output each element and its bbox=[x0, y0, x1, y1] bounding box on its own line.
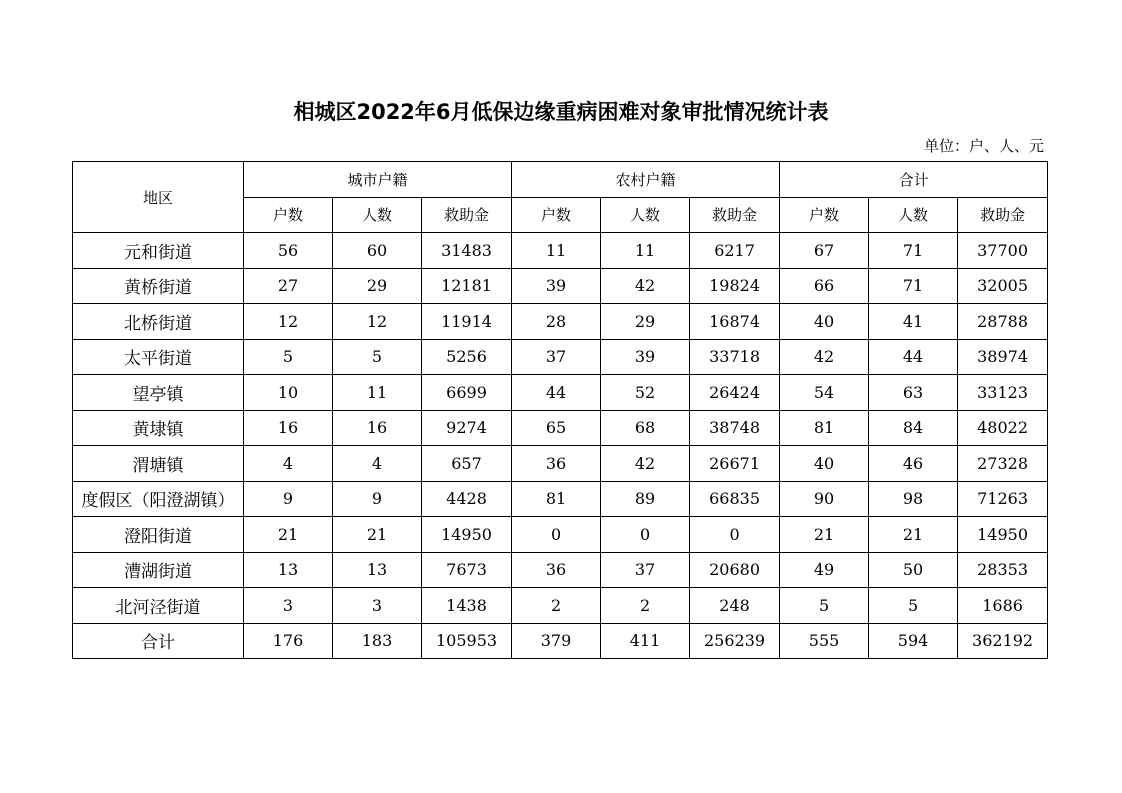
value-cell: 16874 bbox=[690, 304, 780, 340]
value-cell: 2 bbox=[512, 588, 601, 624]
value-cell: 14950 bbox=[422, 517, 512, 553]
header-households: 户数 bbox=[780, 197, 869, 233]
value-cell: 1438 bbox=[422, 588, 512, 624]
value-cell: 5 bbox=[869, 588, 958, 624]
value-cell: 5 bbox=[780, 588, 869, 624]
value-cell: 5256 bbox=[422, 339, 512, 375]
value-cell: 29 bbox=[601, 304, 690, 340]
page-title: 相城区2022年6月低保边缘重病困难对象审批情况统计表 bbox=[293, 100, 829, 124]
value-cell: 52 bbox=[601, 375, 690, 411]
value-cell: 33718 bbox=[690, 339, 780, 375]
value-cell: 0 bbox=[601, 517, 690, 553]
value-cell: 657 bbox=[422, 446, 512, 482]
value-cell: 4 bbox=[333, 446, 422, 482]
statistics-table bbox=[72, 161, 1048, 659]
value-cell: 379 bbox=[512, 623, 601, 659]
value-cell: 10 bbox=[244, 375, 333, 411]
value-cell: 42 bbox=[601, 268, 690, 304]
table-row bbox=[73, 552, 1048, 588]
value-cell: 89 bbox=[601, 481, 690, 517]
value-cell: 33123 bbox=[958, 375, 1048, 411]
value-cell: 28353 bbox=[958, 552, 1048, 588]
value-cell: 81 bbox=[512, 481, 601, 517]
value-cell: 71 bbox=[869, 268, 958, 304]
value-cell: 14950 bbox=[958, 517, 1048, 553]
value-cell: 19824 bbox=[690, 268, 780, 304]
value-cell: 42 bbox=[601, 446, 690, 482]
value-cell: 50 bbox=[869, 552, 958, 588]
header-aid: 救助金 bbox=[422, 197, 512, 233]
value-cell: 68 bbox=[601, 410, 690, 446]
value-cell: 6217 bbox=[690, 233, 780, 269]
value-cell: 105953 bbox=[422, 623, 512, 659]
value-cell: 38748 bbox=[690, 410, 780, 446]
value-cell: 98 bbox=[869, 481, 958, 517]
value-cell: 44 bbox=[869, 339, 958, 375]
unit-label: 单位：户、人、元 bbox=[923, 137, 1044, 155]
value-cell: 0 bbox=[512, 517, 601, 553]
table-row bbox=[73, 268, 1048, 304]
value-cell: 21 bbox=[780, 517, 869, 553]
header-households: 户数 bbox=[244, 197, 333, 233]
table-row bbox=[73, 588, 1048, 624]
value-cell: 176 bbox=[244, 623, 333, 659]
region-cell: 渭塘镇 bbox=[73, 446, 244, 482]
value-cell: 20680 bbox=[690, 552, 780, 588]
value-cell: 54 bbox=[780, 375, 869, 411]
table-row bbox=[73, 304, 1048, 340]
value-cell: 66 bbox=[780, 268, 869, 304]
value-cell: 3 bbox=[333, 588, 422, 624]
table-row bbox=[73, 446, 1048, 482]
region-cell: 元和街道 bbox=[73, 233, 244, 269]
table-row bbox=[73, 375, 1048, 411]
value-cell: 40 bbox=[780, 304, 869, 340]
value-cell: 28788 bbox=[958, 304, 1048, 340]
value-cell: 26424 bbox=[690, 375, 780, 411]
value-cell: 248 bbox=[690, 588, 780, 624]
value-cell: 90 bbox=[780, 481, 869, 517]
table-row bbox=[73, 623, 1048, 659]
header-persons: 人数 bbox=[601, 197, 690, 233]
value-cell: 84 bbox=[869, 410, 958, 446]
table-row bbox=[73, 233, 1048, 269]
table-row bbox=[73, 517, 1048, 553]
value-cell: 28 bbox=[512, 304, 601, 340]
value-cell: 63 bbox=[869, 375, 958, 411]
header-persons: 人数 bbox=[869, 197, 958, 233]
header-aid: 救助金 bbox=[958, 197, 1048, 233]
region-cell: 太平街道 bbox=[73, 339, 244, 375]
region-cell: 合计 bbox=[73, 623, 244, 659]
value-cell: 37700 bbox=[958, 233, 1048, 269]
region-cell: 北河泾街道 bbox=[73, 588, 244, 624]
value-cell: 39 bbox=[512, 268, 601, 304]
value-cell: 7673 bbox=[422, 552, 512, 588]
value-cell: 594 bbox=[869, 623, 958, 659]
header-persons: 人数 bbox=[333, 197, 422, 233]
value-cell: 27328 bbox=[958, 446, 1048, 482]
value-cell: 11 bbox=[512, 233, 601, 269]
value-cell: 41 bbox=[869, 304, 958, 340]
value-cell: 56 bbox=[244, 233, 333, 269]
region-cell: 黄桥街道 bbox=[73, 268, 244, 304]
value-cell: 71 bbox=[869, 233, 958, 269]
value-cell: 48022 bbox=[958, 410, 1048, 446]
header-group-rural: 农村户籍 bbox=[512, 162, 780, 198]
value-cell: 71263 bbox=[958, 481, 1048, 517]
value-cell: 411 bbox=[601, 623, 690, 659]
value-cell: 36 bbox=[512, 446, 601, 482]
header-group-urban: 城市户籍 bbox=[244, 162, 512, 198]
region-cell: 黄埭镇 bbox=[73, 410, 244, 446]
value-cell: 37 bbox=[601, 552, 690, 588]
value-cell: 66835 bbox=[690, 481, 780, 517]
value-cell: 4 bbox=[244, 446, 333, 482]
header-aid: 救助金 bbox=[690, 197, 780, 233]
table-row bbox=[73, 339, 1048, 375]
value-cell: 36 bbox=[512, 552, 601, 588]
value-cell: 555 bbox=[780, 623, 869, 659]
value-cell: 12 bbox=[244, 304, 333, 340]
value-cell: 60 bbox=[333, 233, 422, 269]
value-cell: 12181 bbox=[422, 268, 512, 304]
value-cell: 11 bbox=[601, 233, 690, 269]
region-cell: 北桥街道 bbox=[73, 304, 244, 340]
header-region: 地区 bbox=[73, 162, 244, 233]
value-cell: 29 bbox=[333, 268, 422, 304]
value-cell: 256239 bbox=[690, 623, 780, 659]
value-cell: 65 bbox=[512, 410, 601, 446]
value-cell: 4428 bbox=[422, 481, 512, 517]
value-cell: 40 bbox=[780, 446, 869, 482]
region-cell: 澄阳街道 bbox=[73, 517, 244, 553]
value-cell: 32005 bbox=[958, 268, 1048, 304]
value-cell: 183 bbox=[333, 623, 422, 659]
value-cell: 16 bbox=[244, 410, 333, 446]
value-cell: 362192 bbox=[958, 623, 1048, 659]
value-cell: 6699 bbox=[422, 375, 512, 411]
value-cell: 0 bbox=[690, 517, 780, 553]
value-cell: 21 bbox=[869, 517, 958, 553]
header-households: 户数 bbox=[512, 197, 601, 233]
value-cell: 38974 bbox=[958, 339, 1048, 375]
value-cell: 11 bbox=[333, 375, 422, 411]
value-cell: 37 bbox=[512, 339, 601, 375]
value-cell: 2 bbox=[601, 588, 690, 624]
value-cell: 16 bbox=[333, 410, 422, 446]
value-cell: 21 bbox=[333, 517, 422, 553]
value-cell: 9274 bbox=[422, 410, 512, 446]
value-cell: 46 bbox=[869, 446, 958, 482]
table-row bbox=[73, 410, 1048, 446]
header-row-groups bbox=[73, 162, 1048, 198]
table-row bbox=[73, 481, 1048, 517]
value-cell: 44 bbox=[512, 375, 601, 411]
value-cell: 67 bbox=[780, 233, 869, 269]
value-cell: 27 bbox=[244, 268, 333, 304]
value-cell: 81 bbox=[780, 410, 869, 446]
value-cell: 5 bbox=[333, 339, 422, 375]
header-group-total: 合计 bbox=[780, 162, 1048, 198]
value-cell: 9 bbox=[244, 481, 333, 517]
value-cell: 12 bbox=[333, 304, 422, 340]
value-cell: 31483 bbox=[422, 233, 512, 269]
region-cell: 望亭镇 bbox=[73, 375, 244, 411]
value-cell: 49 bbox=[780, 552, 869, 588]
value-cell: 13 bbox=[333, 552, 422, 588]
value-cell: 5 bbox=[244, 339, 333, 375]
region-cell: 漕湖街道 bbox=[73, 552, 244, 588]
value-cell: 9 bbox=[333, 481, 422, 517]
value-cell: 42 bbox=[780, 339, 869, 375]
value-cell: 26671 bbox=[690, 446, 780, 482]
value-cell: 3 bbox=[244, 588, 333, 624]
value-cell: 1686 bbox=[958, 588, 1048, 624]
value-cell: 13 bbox=[244, 552, 333, 588]
value-cell: 21 bbox=[244, 517, 333, 553]
value-cell: 39 bbox=[601, 339, 690, 375]
value-cell: 11914 bbox=[422, 304, 512, 340]
region-cell: 度假区（阳澄湖镇） bbox=[73, 481, 244, 517]
